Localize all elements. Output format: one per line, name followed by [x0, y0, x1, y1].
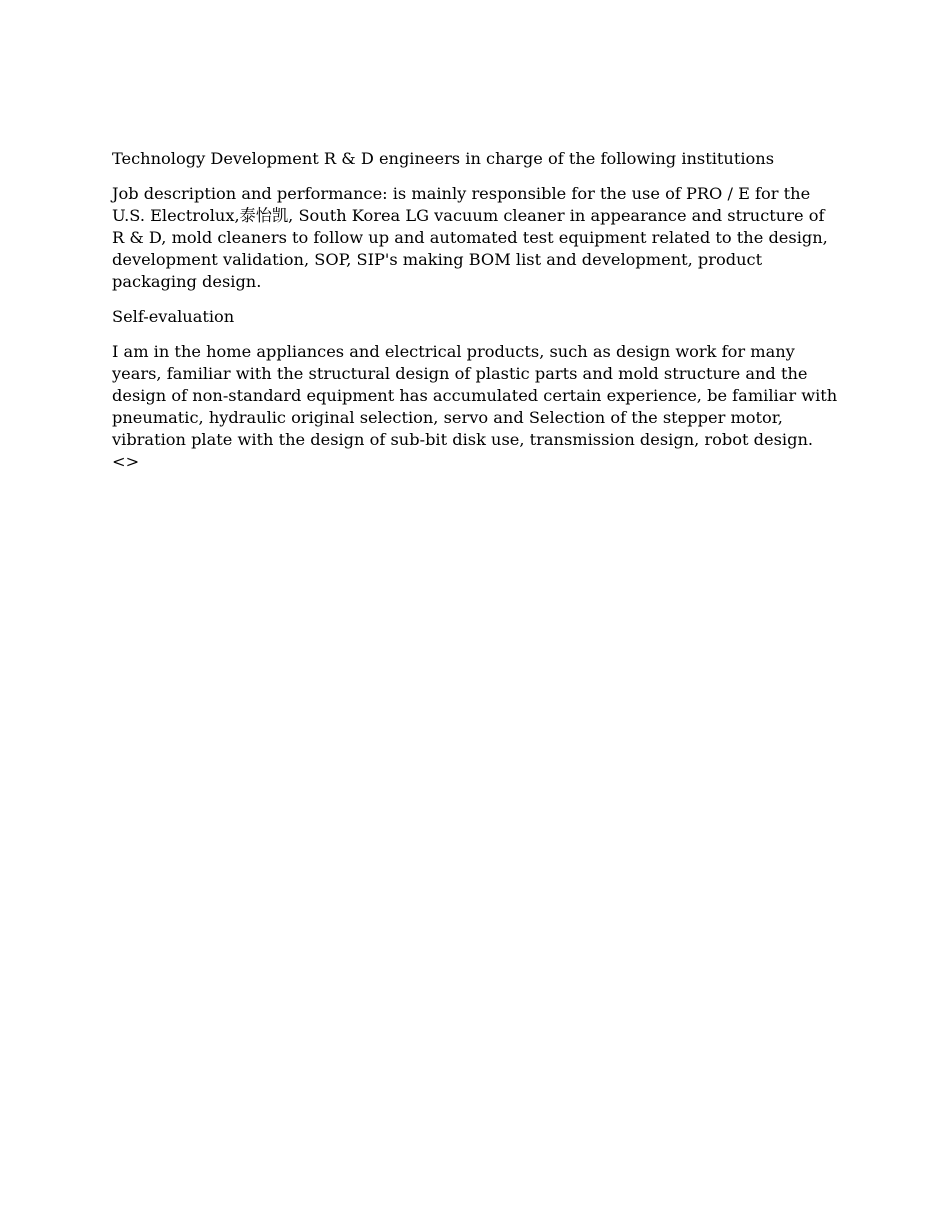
section-heading-self-evaluation: Self-evaluation [112, 307, 235, 326]
section-heading-position: Technology Development R & D engineers in charge of the following institutions [112, 149, 775, 168]
job-description-paragraph: Job description and performance: is mainly responsible for the use of PRO / E for the U.S. Electrolux,泰怡凯, South Korea LG vacuum cleaner in appearance and structure of R & D, mold cleaners to follow up and automated test equipment related to the design, development validation, SOP, SIP's making BOM list and development, product packaging design. [112, 184, 828, 291]
document-body [112, 148, 838, 486]
self-evaluation-paragraph: I am in the home appliances and electrical products, such as design work for many years, familiar with the structural design of plastic parts and mold structure and the design of non-standard equipment has accumulated certain experience, be familiar with pneumatic, hydraulic original selection, servo and Selection of the stepper motor, vibration plate with the design of sub-bit disk use, transmission design, robot design.<> [112, 342, 838, 471]
